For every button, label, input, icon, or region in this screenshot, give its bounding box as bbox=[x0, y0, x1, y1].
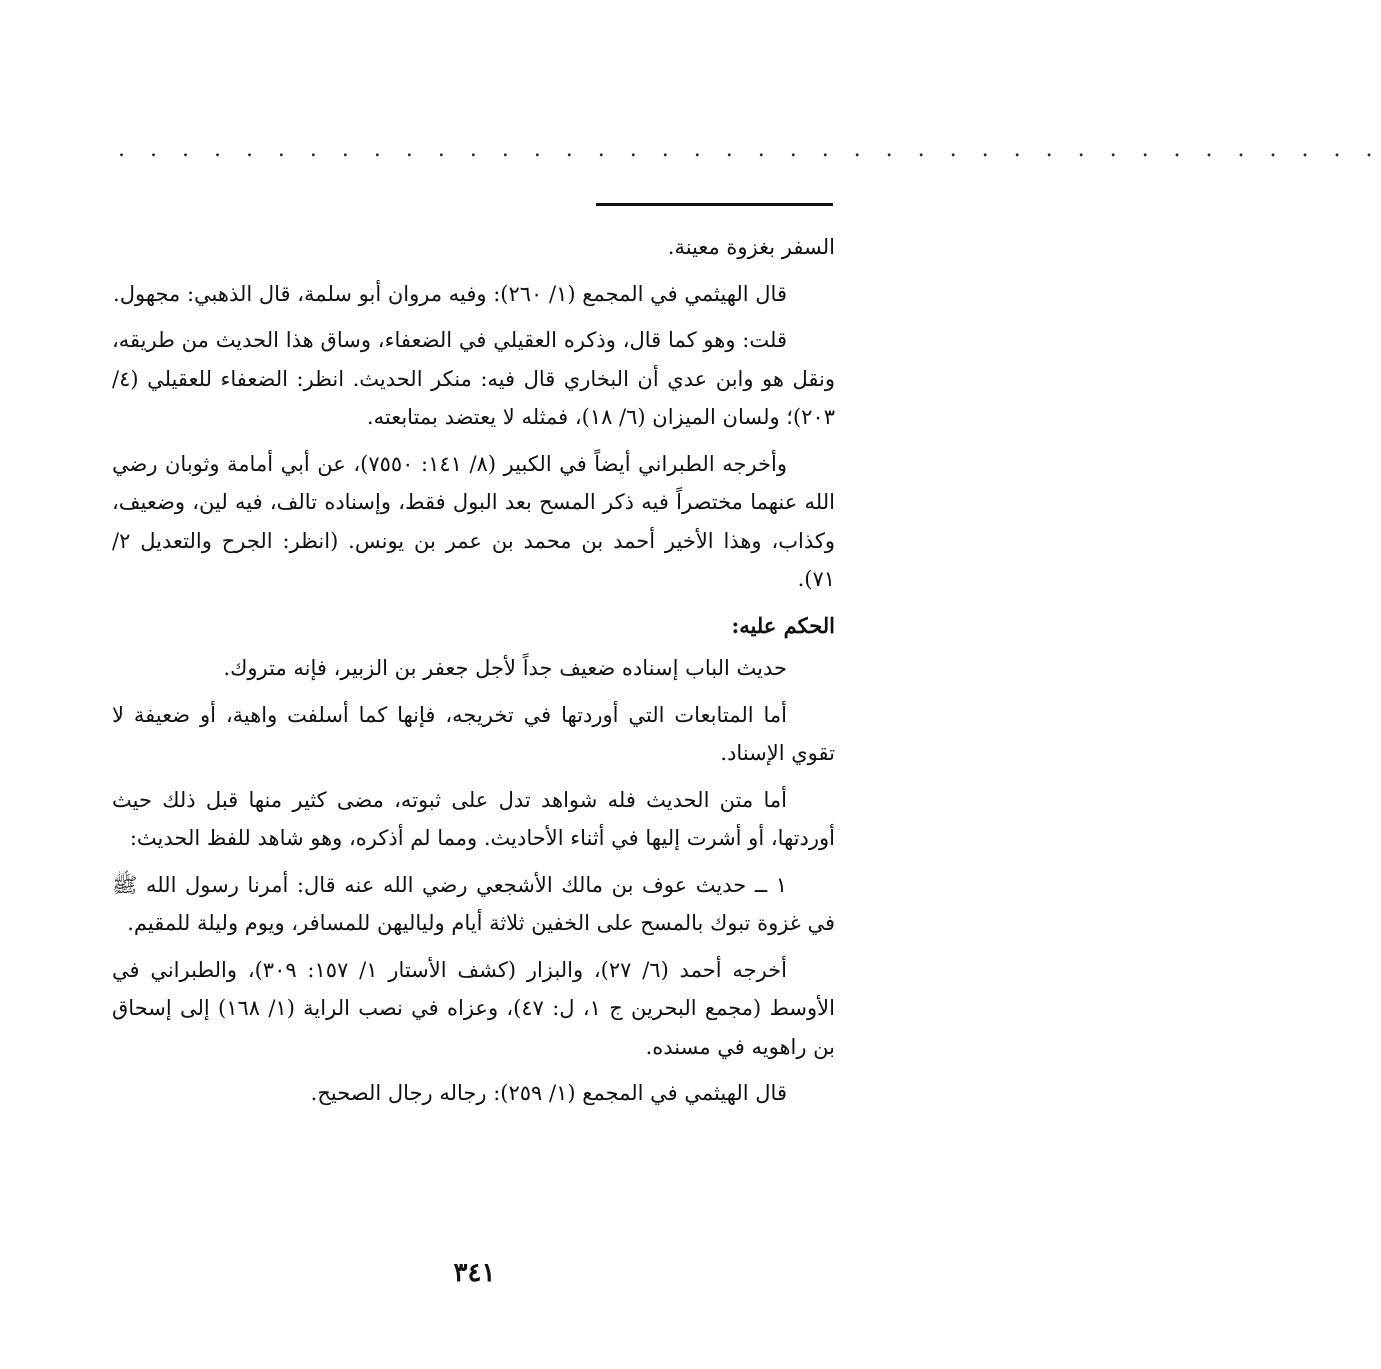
dotted-separator: . . . . . . . . . . . . . . . . . . . . . . . . . . . . . . . . . . . . . . . . bbox=[118, 137, 1381, 162]
paragraph: أما المتابعات التي أوردتها في تخريجه، فإنها كما أسلفت واهية، أو ضعيفة لا تقوي الإسناد. bbox=[112, 702, 835, 765]
paragraph: أخرجه أحمد (٦/ ٢٧)، والبزار (كشف الأستار ١/ ١٥٧: ٣٠٩)، والطبراني في الأوسط (مجمع البحرين ج ١، ل: ٤٧)، وعزاه في نصب الراية (١/ ١٦٨) إلى إسحاق بن راهويه في مسنده. bbox=[112, 957, 835, 1059]
page-body bbox=[112, 228, 835, 1121]
paragraph: حديث الباب إسناده ضعيف جداً لأجل جعفر بن الزبير، فإنه متروك. bbox=[223, 656, 787, 680]
paragraph: قال الهيثمي في المجمع (١/ ٢٥٩): رجاله رجال الصحيح. bbox=[310, 1081, 787, 1105]
paragraph: أما متن الحديث فله شواهد تدل على ثبوته، مضى كثير منها قبل ذلك حيث أوردتها، أو أشرت إليها في أثناء الأحاديث. ومما لم أذكره، وهو شاهد للفظ الحديث: bbox=[112, 787, 835, 850]
footnote-rule bbox=[596, 203, 833, 206]
paragraph: قلت: وهو كما قال، وذكره العقيلي في الضعفاء، وساق هذا الحديث من طريقه، ونقل هو وابن عدي أن البخاري قال فيه: منكر الحديث. انظر: الضعفاء للعقيلي (٤/ ٢٠٣)؛ ولسان الميزان (٦/ ١٨)، فمثله لا يعتضد بمتابعته. bbox=[112, 328, 835, 429]
paragraph: قال الهيثمي في المجمع (١/ ٢٦٠): وفيه مروان أبو سلمة، قال الذهبي: مجهول. bbox=[113, 281, 787, 306]
page-number: ٣٤١ bbox=[453, 1258, 496, 1288]
paragraph: ١ ــ حديث عوف بن مالك الأشجعي رضي الله عنه قال: أمرنا رسول الله ﷺ في غزوة تبوك بالمسح على الخفين ثلاثة أيام ولياليهن للمسافر، ويوم وليلة للمقيم. bbox=[112, 872, 835, 935]
section-heading: الحكم عليه: bbox=[731, 612, 835, 638]
paragraph: السفر بغزوة معينة. bbox=[667, 235, 835, 259]
paragraph: وأخرجه الطبراني أيضاً في الكبير (٨/ ١٤١: ٧٥٥٠)، عن أبي أمامة وثوبان رضي الله عنهما مختصراً فيه ذكر المسح بعد البول فقط، وإسناده تالف، فيه لين، وضعيف، وكذاب، وهذا الأخير أحمد بن محمد بن عمر بن يونس. (انظر: الجرح والتعديل ٢/ ٧١). bbox=[112, 451, 835, 591]
